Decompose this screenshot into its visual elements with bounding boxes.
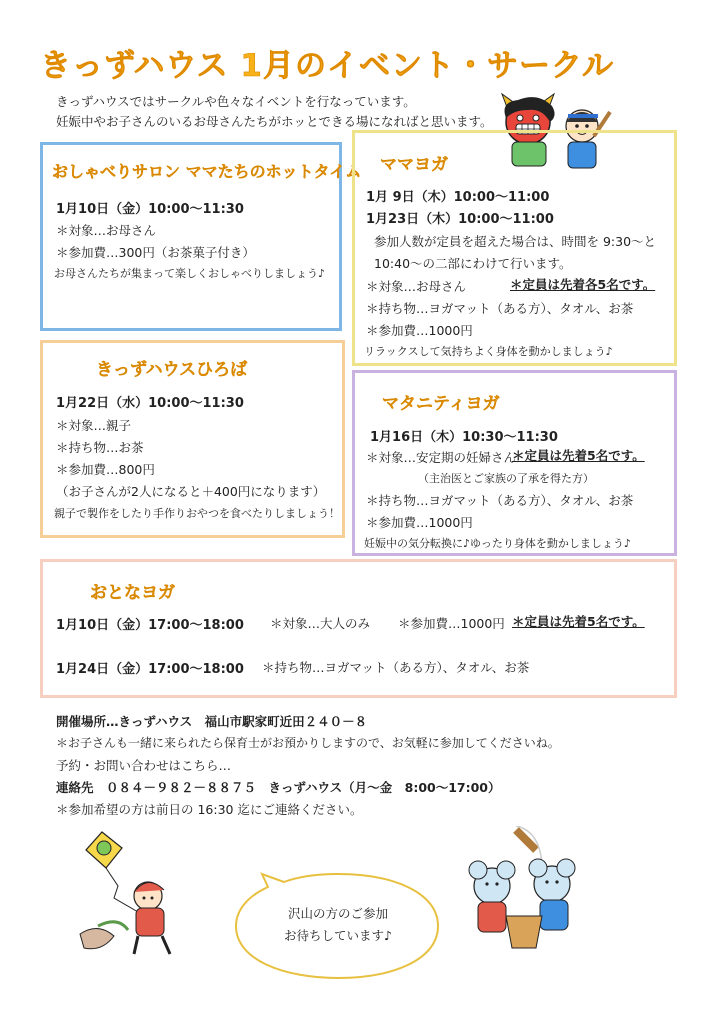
salon-desc: お母さんたちが集まって楽しくおしゃべりしましょう♪: [54, 267, 326, 280]
mama-yoga-target: ＊対象…お母さん: [366, 279, 467, 294]
bubble-line-2: お待ちしています♪: [284, 928, 392, 943]
salon-target: ＊対象…お母さん: [56, 223, 157, 238]
child-kite-illustration: [78, 826, 208, 961]
maternity-yoga-note: （主治医とご家族の了承を得た方）: [418, 472, 594, 485]
hiroba-note: （お子さんが2人になると＋400円になります）: [56, 484, 326, 499]
bubble-text-container: [222, 870, 454, 982]
bubble-line-1: 沢山の方のご参加: [287, 906, 388, 921]
mama-yoga-capacity: ＊定員は先着各5名です。: [510, 277, 656, 292]
mama-yoga-date-1: 1月 9日（木）10:00～11:00: [366, 190, 550, 205]
mama-yoga-desc: リラックスして気持ちよく身体を動かしましょう♪: [364, 345, 613, 358]
adult-yoga-date-2: 1月24日（金）17:00～18:00: [56, 662, 244, 677]
contact-label: 予約・お問い合わせはこちら…: [56, 758, 232, 773]
maternity-yoga-target: ＊対象…安定期の妊婦さん: [366, 450, 517, 465]
salon-fee: ＊参加費…300円（お茶菓子付き）: [56, 245, 255, 260]
hiroba-items: ＊持ち物…お茶: [56, 440, 144, 455]
hiroba-heading: きっずハウスひろば: [96, 360, 248, 380]
hiroba-desc: 親子で製作をしたり手作りおやつを食べたりしましょう！: [54, 507, 340, 520]
mama-yoga-items: ＊持ち物…ヨガマット（ある方）、タオル、お茶: [366, 301, 634, 316]
maternity-yoga-heading: マタニティヨガ: [382, 394, 500, 414]
mama-yoga-date-2: 1月23日（木）10:00～11:00: [366, 212, 554, 227]
venue-line: 開催場所…きっずハウス 福山市駅家町近田２４０－８: [56, 714, 368, 729]
salon-heading: おしゃべりサロン ママたちのホットタイム: [52, 162, 362, 181]
hiroba-target: ＊対象…親子: [56, 418, 132, 433]
adult-yoga-items: ＊持ち物…ヨガマット（ある方）、タオル、お茶: [262, 660, 530, 675]
deadline-line: ＊参加希望の方は前日の 16:30 迄にご連絡ください。: [56, 802, 363, 817]
maternity-yoga-date: 1月16日（木）10:30～11:30: [370, 430, 558, 445]
mice-mochi-illustration: [456, 826, 596, 956]
adult-yoga-fee: ＊参加費…1000円: [398, 616, 505, 631]
hiroba-date: 1月22日（水）10:00～11:30: [56, 396, 244, 411]
hiroba-fee: ＊参加費…800円: [56, 462, 155, 477]
intro-line-1: きっずハウスではサークルや色々なイベントを行なっています。: [56, 94, 416, 109]
mama-yoga-fee: ＊参加費…1000円: [366, 323, 473, 338]
maternity-yoga-capacity: ＊定員は先着5名です。: [512, 448, 645, 463]
adult-yoga-heading: おとなヨガ: [90, 583, 175, 603]
maternity-yoga-fee: ＊参加費…1000円: [366, 515, 473, 530]
adult-yoga-target: ＊対象…大人のみ: [270, 616, 371, 631]
page-title: きっずハウス 1月のイベント・サークル: [40, 48, 615, 84]
mama-yoga-heading: ママヨガ: [380, 155, 448, 175]
maternity-yoga-desc: 妊娠中の気分転換に♪ゆったり身体を動かしましょう♪: [364, 537, 631, 550]
maternity-yoga-items: ＊持ち物…ヨガマット（ある方）、タオル、お茶: [366, 493, 634, 508]
salon-date: 1月10日（金）10:00～11:30: [56, 202, 244, 217]
mama-yoga-note-1: 参加人数が定員を超えた場合は、時間を 9:30～と: [374, 234, 657, 249]
intro-line-2: 妊娠中やお子さんのいるお母さんたちがホッとできる場になればと思います。: [56, 114, 493, 129]
contact-line: 連絡先 ０８４－９８２－８８７５ きっずハウス（月～金 8:00～17:00）: [56, 780, 501, 795]
adult-yoga-capacity: ＊定員は先着5名です。: [512, 614, 645, 629]
childcare-line: ＊お子さんも一緒に来られたら保育士がお預かりしますので、お気軽に参加してくださいね。: [56, 736, 560, 750]
adult-yoga-date-1: 1月10日（金）17:00～18:00: [56, 618, 244, 633]
mama-yoga-note-2: 10:40～の二部にわけて行います。: [374, 256, 572, 271]
